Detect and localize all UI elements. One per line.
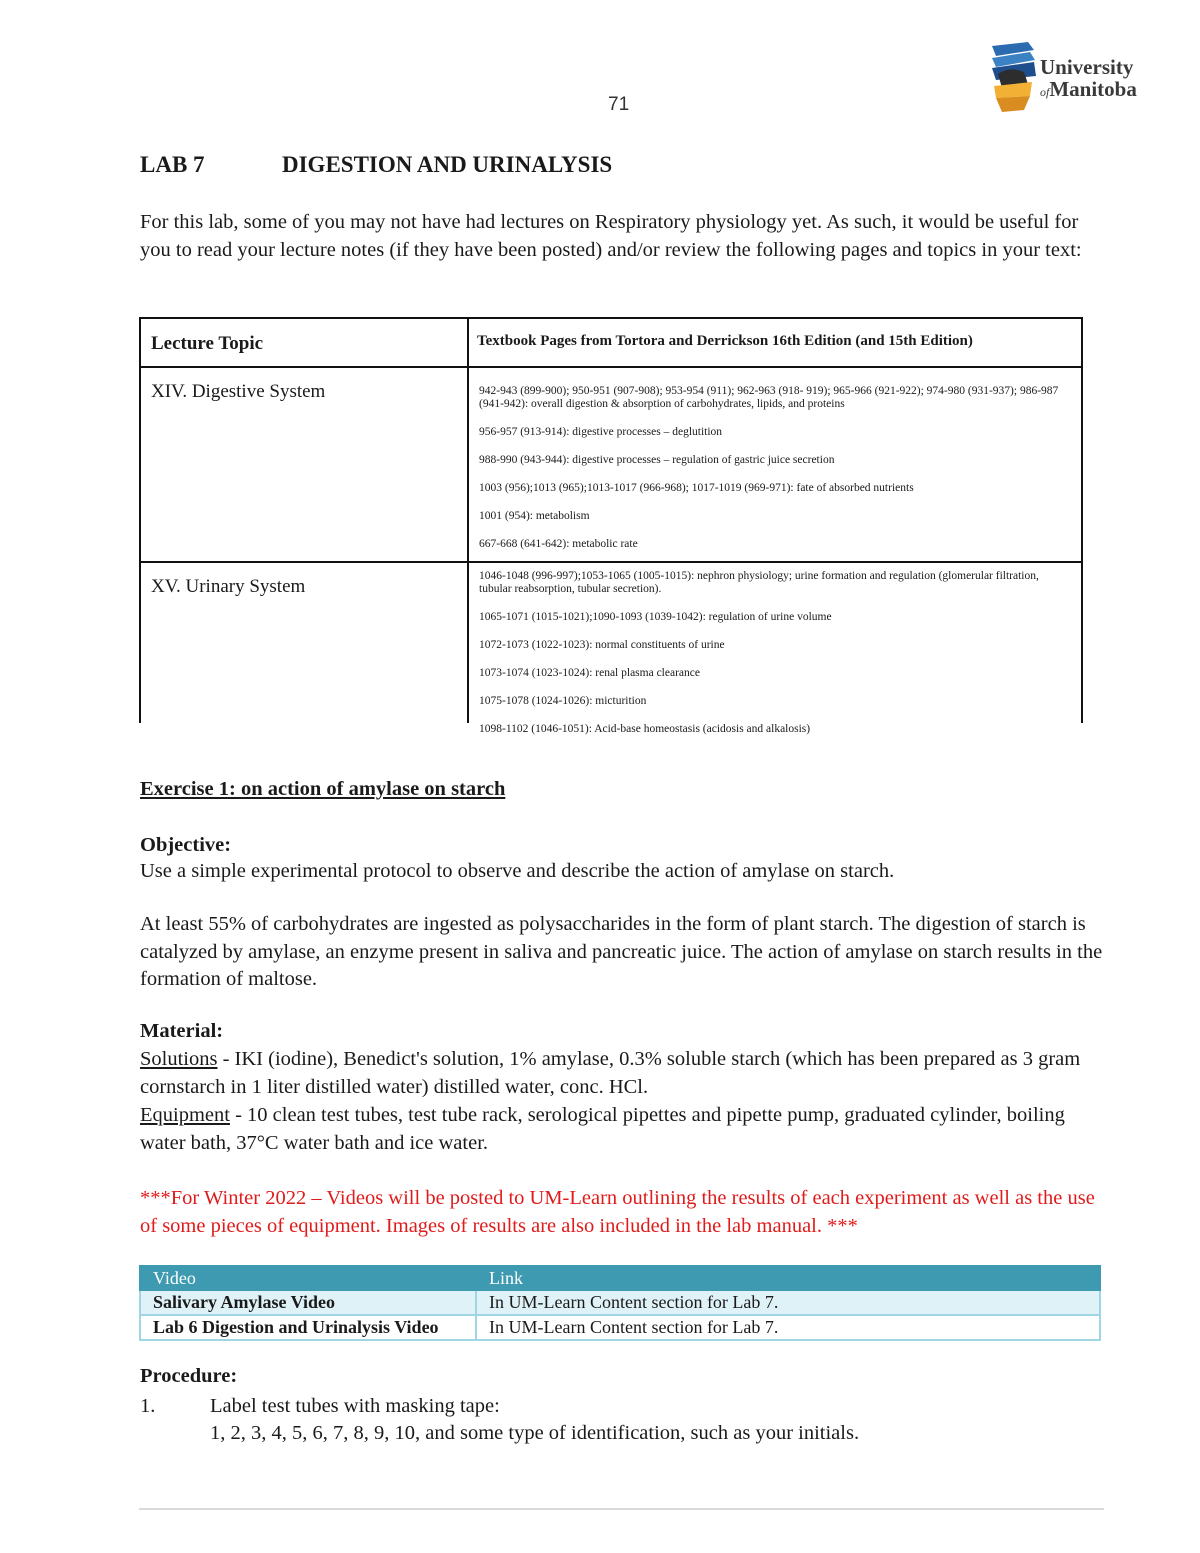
equipment-text: - 10 clean test tubes, test tube rack, serological pipettes and pipette pump, graduated cylinder, boiling water bath, 37°C water bath and ice water. [140,1104,1065,1154]
ref-item: 1003 (956);1013 (965);1013-1017 (966-968); 1017-1019 (969-971): fate of absorbed nutrients [479,482,914,494]
video-name: Lab 6 Digestion and Urinalysis Video [140,1315,476,1340]
equipment-label: Equipment [140,1104,230,1126]
logo-line1: University [1040,55,1134,79]
winter-notice: ***For Winter 2022 – Videos will be posted to UM-Learn outlining the results of each experiment as well as the use of some pieces of equipment. Images of results are also included in the lab manual. *** [140,1187,1095,1237]
header-link: Link [476,1266,1100,1290]
ref-item: 942-943 (899-900); 950-951 (907-908); 953-954 (911); 962-963 (918- 919); 965-966 (921-922); 974-980 (931-937); 986-987 (941-942): overall digestion & absorption of carbohydrates, lipids, and proteins [479,385,1059,410]
ref-item: 1001 (954): metabolism [479,510,590,522]
logo-line2: Manitoba [1049,77,1137,101]
solutions-label: Solutions [140,1048,218,1070]
video-link[interactable]: In UM-Learn Content section for Lab 7. [476,1315,1100,1340]
solutions-text: - IKI (iodine), Benedict's solution, 1% amylase, 0.3% soluble starch (which has been prepared as 3 gram cornstarch in 1 liter distilled water) distilled water, conc. HCl. [140,1048,1081,1098]
topic-urinary: XV. Urinary System [151,576,306,597]
ref-item: 1072-1073 (1022-1023): normal constituents of urine [479,639,725,651]
ref-item: 1065-1071 (1015-1021);1090-1093 (1039-1042): regulation of urine volume [479,611,832,623]
objective-heading: Objective: [140,834,232,856]
header-video: Video [140,1266,476,1290]
ref-item: 667-668 (641-642): metabolic rate [479,538,638,550]
ref-item: 988-990 (943-944): digestive processes – regulation of gastric juice secretion [479,454,835,466]
bison-crest-icon [988,40,1040,114]
lab-name: DIGESTION AND URINALYSIS [282,152,613,177]
topic-digestive: XIV. Digestive System [151,381,326,402]
video-table [139,1265,1101,1341]
step-number: 1. [140,1395,156,1417]
lab-number: LAB 7 [140,152,205,177]
page-number: 71 [608,94,630,115]
topics-header-pages: Textbook Pages from Tortora and Derrickson 16th Edition (and 15th Edition) [477,333,973,349]
video-name: Salivary Amylase Video [140,1290,476,1315]
ref-item: 1098-1102 (1046-1051): Acid-base homeostasis (acidosis and alkalosis) [479,723,811,735]
digestive-refs [479,385,1069,566]
ref-item: 956-957 (913-914): digestive processes – deglutition [479,426,723,438]
material-equipment [140,1102,1110,1157]
footer-divider [139,1508,1104,1510]
topics-table [139,317,1083,735]
table-row [140,1315,1100,1340]
ref-item: 1046-1048 (996-997);1053-1065 (1005-1015): nephron physiology; urine formation and regulation (glomerular filtration, tubular reabsorption, tubular secretion). [479,570,1039,595]
urinary-refs [479,570,1069,751]
material-heading: Material: [140,1020,224,1042]
starch-paragraph: At least 55% of carbohydrates are ingested as polysaccharides in the form of plant starch. The digestion of starch is catalyzed by amylase, an enzyme present in saliva and pancreatic juice. The action of amylase on starch results in the formation of maltose. [140,913,1103,990]
step-detail: 1, 2, 3, 4, 5, 6, 7, 8, 9, 10, and some type of identification, such as your initials. [210,1422,860,1444]
objective-text: Use a simple experimental protocol to observe and describe the action of amylase on starch. [140,860,895,882]
material-solutions [140,1046,1110,1101]
intro-paragraph: For this lab, some of you may not have had lectures on Respiratory physiology yet. As such, it would be useful for you to read your lecture notes (if they have been posted) and/or review the following pages and topics in your text: [140,211,1082,261]
step-text: Label test tubes with masking tape: [210,1395,500,1417]
video-link[interactable]: In UM-Learn Content section for Lab 7. [476,1290,1100,1315]
table-row [140,1290,1100,1315]
exercise-title: Exercise 1: on action of amylase on starch [140,778,506,800]
ref-item: 1073-1074 (1023-1024): renal plasma clearance [479,667,700,679]
topics-header-topic: Lecture Topic [151,333,264,354]
university-logo [988,40,1158,114]
video-table-header [140,1266,1100,1290]
lab-title [140,152,613,178]
procedure-heading: Procedure: [140,1365,238,1387]
ref-item: 1075-1078 (1024-1026): micturition [479,695,647,707]
logo-of: of [1040,85,1050,99]
